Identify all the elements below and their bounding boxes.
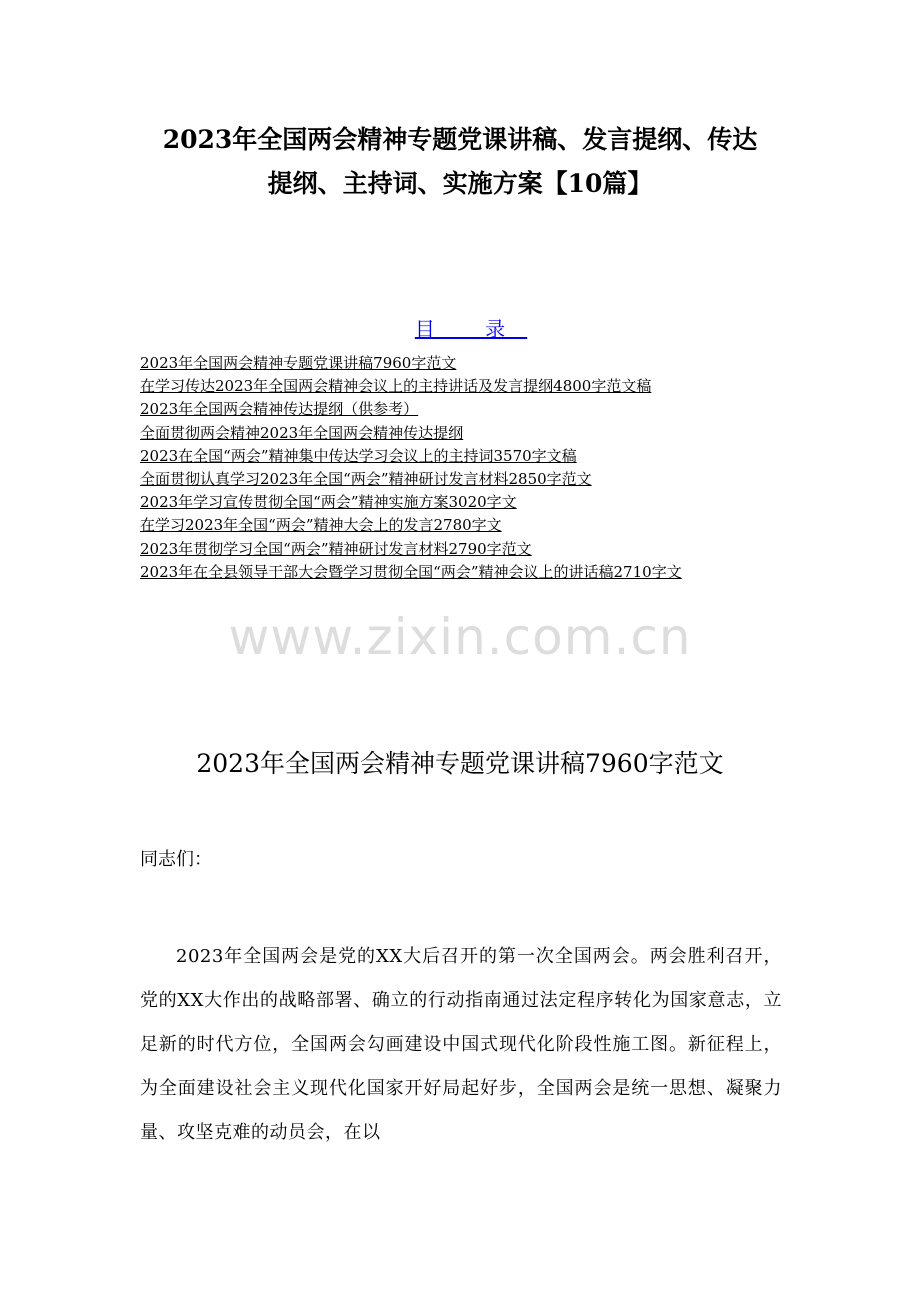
toc-item-3[interactable]: 2023年全国两会精神传达提纲（供参考）	[140, 400, 419, 419]
toc-item-6[interactable]: 全面贯彻认真学习2023年全国“两会”精神研讨发言材料2850字范文	[140, 470, 592, 489]
toc-item-1[interactable]: 2023年全国两会精神专题党课讲稿7960字范文	[140, 354, 457, 372]
document-title-line-2: 提纲、主持词、实施方案【10篇】	[267, 169, 653, 198]
toc-item-8[interactable]: 在学习2023年全国“两会”精神大会上的发言2780字文	[140, 516, 502, 535]
toc-item-4[interactable]: 全面贯彻两会精神2023年全国两会精神传达提纲	[140, 423, 464, 442]
toc-item-5[interactable]: 2023在全国“两会”精神集中传达学习会议上的主持词3570字文稿	[140, 446, 577, 465]
toc-heading-link[interactable]: 目 录	[414, 317, 528, 341]
toc-item-9[interactable]: 2023年贯彻学习全国“两会”精神研讨发言材料2790字范文	[140, 539, 532, 558]
table-of-contents	[140, 352, 785, 584]
salutation: 同志们：	[140, 849, 212, 870]
toc-item-2[interactable]: 在学习传达2023年全国两会精神会议上的主持讲话及发言提纲4800字范文稿	[140, 377, 652, 396]
section-title: 2023年全国两会精神专题党课讲稿7960字范文	[196, 749, 724, 778]
watermark: www.zixin.com.cn	[228, 608, 692, 666]
document-title	[120, 118, 800, 206]
document-title-line-1: 2023年全国两会精神专题党课讲稿、发言提纲、传达	[162, 125, 758, 154]
body-paragraph: 2023年全国两会是党的XX大后召开的第一次全国两会。两会胜利召开，党的XX大作出的战略部署、确立的行动指南通过法定程序转化为国家意志，立足新的时代方位，全国两会勾画建设中国式现代化阶段性施工图。新征程上，为全面建设社会主义现代化国家开好局起好步，全国两会是统一思想、凝聚力量、攻坚克难的动员会，在以	[140, 946, 782, 1143]
toc-item-7[interactable]: 2023年学习宣传贯彻全国“两会”精神实施方案3020字文	[140, 493, 517, 512]
toc-item-10[interactable]: 2023年在全县领导干部大会暨学习贯彻全国“两会”精神会议上的讲话稿2710字文	[140, 562, 682, 581]
